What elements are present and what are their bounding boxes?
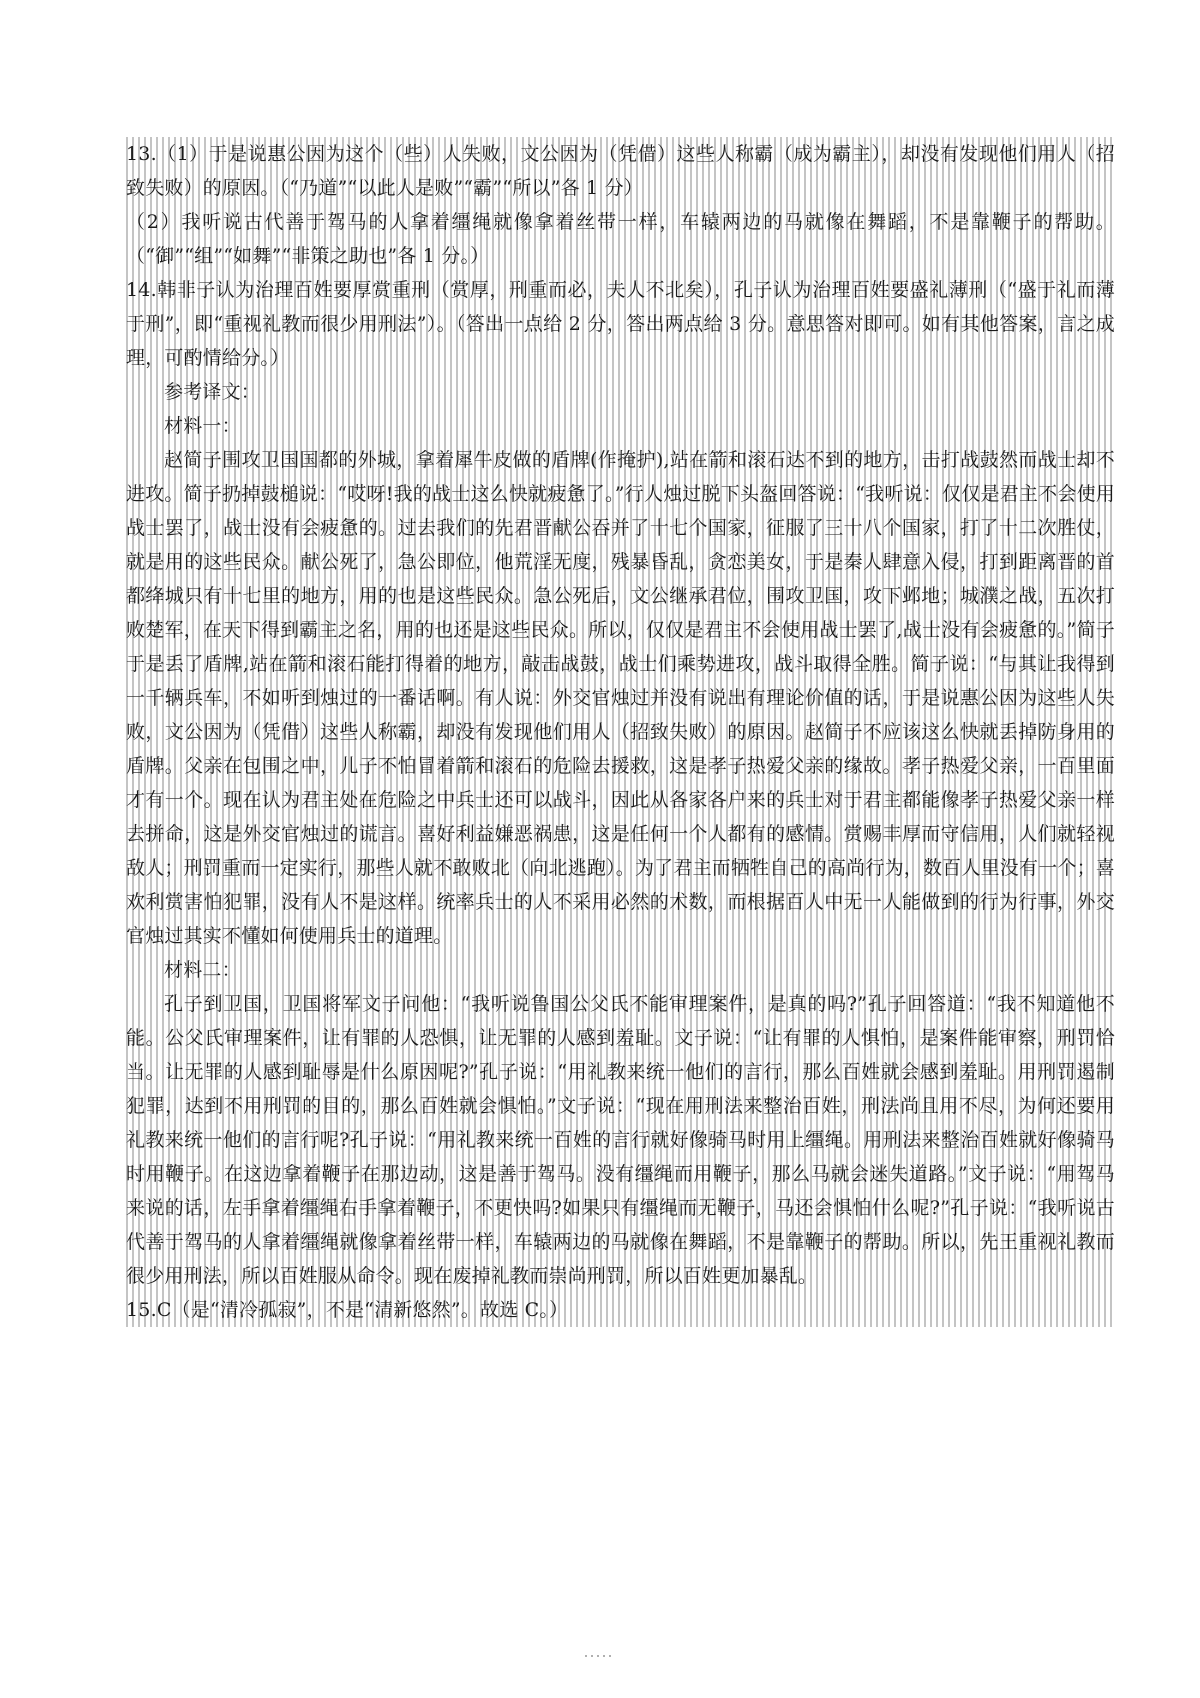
q13-answer-part1: 13.（1）于是说惠公因为这个（些）人失败，文公因为（凭借）这些人称霸（成为霸主），却没有发现他们用人（招致失败）的原因。（“乃道”“以此人是败”“霸”“所以”各 1 分） bbox=[126, 137, 1115, 205]
q15-answer: 15.C（是“清冷孤寂”，不是“清新悠然”。故选 C。） bbox=[126, 1293, 1115, 1327]
answer-document bbox=[126, 137, 1115, 1327]
q14-answer: 14.韩非子认为治理百姓要厚赏重刑（赏厚，刑重而必，夫人不北矣），孔子认为治理百姓要盛礼薄刑（“盛于礼而薄于刑”，即“重视礼教而很少用刑法”）。（答出一点给 2 分，答出两点给 3 分。意思答对即可。如有其他答案，言之成理，可酌情给分。） bbox=[126, 273, 1115, 375]
material-two-translation: 孔子到卫国，卫国将军文子问他：“我听说鲁国公父氏不能审理案件，是真的吗?”孔子回答道：“我不知道他不能。公父氏审理案件，让有罪的人恐惧，让无罪的人感到羞耻。文子说：“让有罪的人惧怕，是案件能审察，刑罚恰当。让无罪的人感到耻辱是什么原因呢?”孔子说：“用礼教来统一他们的言行，那么百姓就会感到羞耻。用刑罚遏制犯罪，达到不用刑罚的目的，那么百姓就会惧怕。”文子说：“现在用刑法来整治百姓，刑法尚且用不尽，为何还要用礼教来统一他们的言行呢?孔子说：“用礼教来统一百姓的言行就好像骑马时用上缰绳。用刑法来整治百姓就好像骑马时用鞭子。在这边拿着鞭子在那边动，这是善于驾马。没有缰绳而用鞭子，那么马就会迷失道路。”文子说：“用驾马来说的话，左手拿着缰绳右手拿着鞭子，不更快吗?如果只有缰绳而无鞭子，马还会惧怕什么呢?”孔子说：“我听说古代善于驾马的人拿着缰绳就像拿着丝带一样，车辕两边的马就像在舞蹈，不是靠鞭子的帮助。所以，先王重视礼教而很少用刑法，所以百姓服从命令。现在废掉礼教而崇尚刑罚，所以百姓更加暴乱。 bbox=[126, 987, 1115, 1293]
material-one-label: 材料一： bbox=[126, 409, 1115, 443]
q13-answer-part2: （2）我听说古代善于驾马的人拿着缰绳就像拿着丝带一样，车辕两边的马就像在舞蹈，不是靠鞭子的帮助。（“御”“组”“如舞”“非策之助也”各 1 分。） bbox=[126, 205, 1115, 273]
material-one-translation: 赵简子围攻卫国国都的外城，拿着犀牛皮做的盾牌(作掩护),站在箭和滚石达不到的地方，击打战鼓然而战士却不进攻。简子扔掉鼓槌说：“哎呀!我的战士这么快就疲惫了。”行人烛过脱下头盔回答说：“我听说：仅仅是君主不会使用战士罢了，战士没有会疲惫的。过去我们的先君晋献公吞并了十七个国家，征服了三十八个国家，打了十二次胜仗，就是用的这些民众。献公死了，急公即位，他荒淫无度，残暴昏乱，贪恋美女，于是秦人肆意入侵，打到距离晋的首都绛城只有十七里的地方，用的也是这些民众。急公死后，文公继承君位，围攻卫国，攻下邺地；城濮之战，五次打败楚军，在天下得到霸主之名，用的也还是这些民众。所以，仅仅是君主不会使用战士罢了,战士没有会疲惫的。”简子于是丢了盾牌,站在箭和滚石能打得着的地方，敲击战鼓，战士们乘势进攻，战斗取得全胜。简子说：“与其让我得到一千辆兵车，不如听到烛过的一番话啊。有人说：外交官烛过并没有说出有理论价值的话，于是说惠公因为这些人失败，文公因为（凭借）这些人称霸，却没有发现他们用人（招致失败）的原因。赵简子不应该这么快就丢掉防身用的盾牌。父亲在包围之中，儿子不怕冒着箭和滚石的危险去援救，这是孝子热爱父亲的缘故。孝子热爱父亲，一百里面才有一个。现在认为君主处在危险之中兵士还可以战斗，因此从各家各户来的兵士对于君主都能像孝子热爱父亲一样去拼命，这是外交官烛过的谎言。喜好利益嫌恶祸患，这是任何一个人都有的感情。赏赐丰厚而守信用，人们就轻视敌人；刑罚重而一定实行，那些人就不敢败北（向北逃跑）。为了君主而牺牲自己的高尚行为，数百人里没有一个；喜欢利赏害怕犯罪，没有人不是这样。统率兵士的人不采用必然的术数，而根据百人中无一人能做到的行为行事，外交官烛过其实不懂如何使用兵士的道理。 bbox=[126, 443, 1115, 953]
page-footer-marker bbox=[585, 1655, 615, 1657]
translation-heading: 参考译文： bbox=[126, 375, 1115, 409]
material-two-label: 材料二： bbox=[126, 953, 1115, 987]
